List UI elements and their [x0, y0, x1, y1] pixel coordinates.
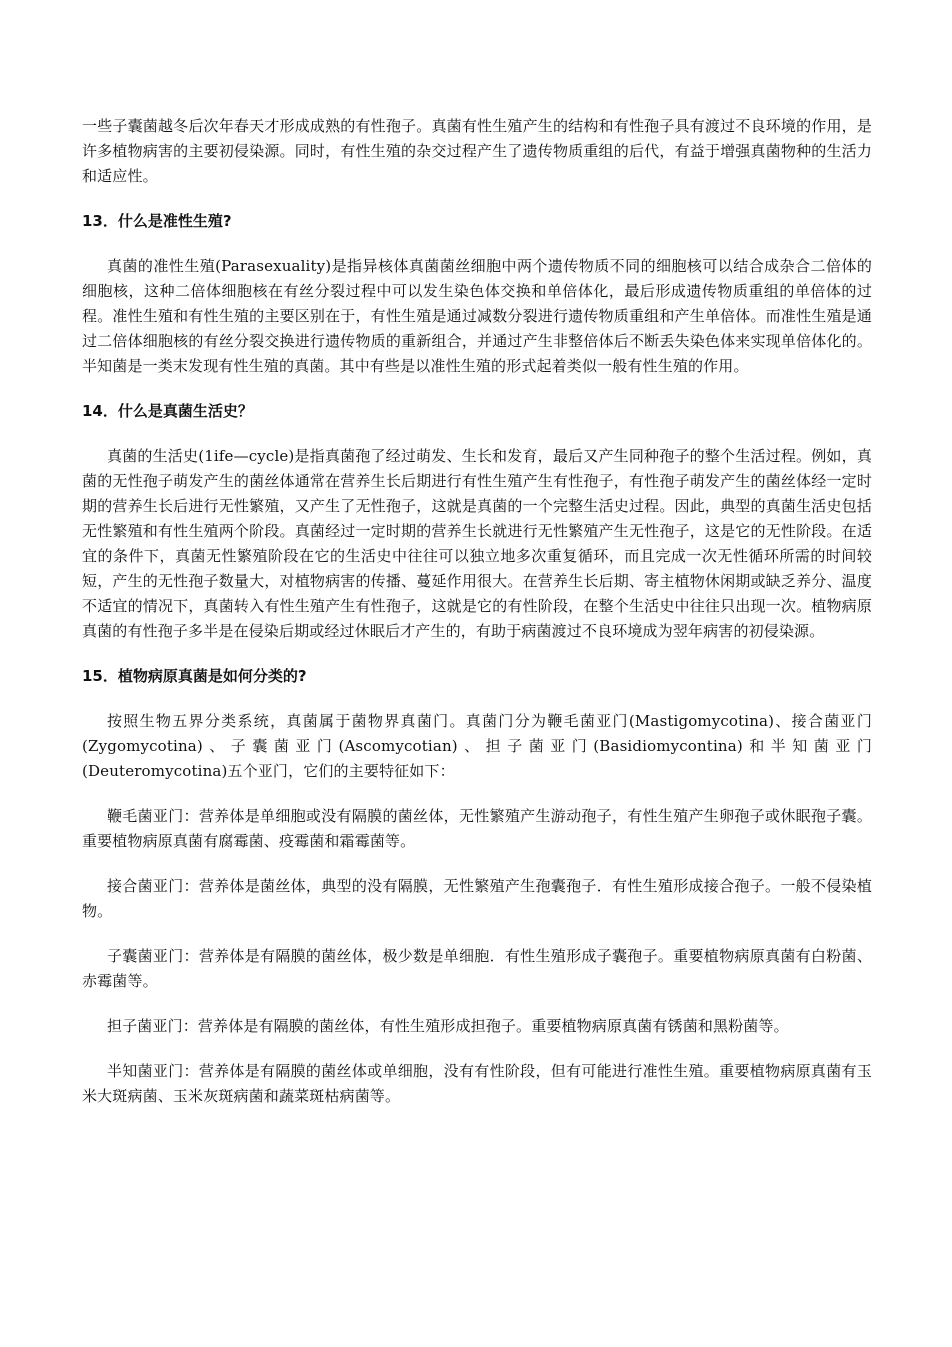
paragraph-zygomycotina: 接合菌亚门：营养体是菌丝体，典型的没有隔膜，无性繁殖产生孢囊孢子．有性生殖形成接合孢子。一般不侵染植物。 [82, 877, 872, 920]
paragraph-life-cycle: 真菌的生活史(1ife—cycle)是指真菌孢了经过萌发、生长和发育，最后又产生同种孢子的整个生活过程。例如，真菌的无性孢子萌发产生的菌丝体通常在营养生长后期进行有性生殖产生有性孢子，有性孢子萌发产生的菌丝体经一定时期的营养生长后进行无性繁殖，又产生了无性孢子，这就是真菌的一个完整生活史过程。因此，典型的真菌生活史包括无性繁殖和有性生殖两个阶段。真菌经过一定时期的营养生长就进行无性繁殖产生无性孢子，这是它的无性阶段。在适宜的条件下，真菌无性繁殖阶段在它的生活史中往往可以独立地多次重复循环，而且完成一次无性循环所需的时间较短，产生的无性孢子数量大，对植物病害的传播、蔓延作用很大。在营养生长后期、寄主植物休闲期或缺乏养分、温度不适宜的情况下，真菌转入有性生殖产生有性孢子，这就是它的有性阶段，在整个生活史中往往只出现一次。植物病原真菌的有性孢子多半是在侵染后期或经过休眠后才产生的，有助于病菌渡过不良环境成为翌年病害的初侵染源。 [82, 447, 872, 640]
paragraph-classification: 按照生物五界分类系统，真菌属于菌物界真菌门。真菌门分为鞭毛菌亚门(Mastigomycotina)、接合菌亚门(Zygomycotina)、子囊菌亚门(Ascomycotian)、担子菌亚门(Basidiomycontina)和半知菌亚门(Deuteromycotina)五个亚门，它们的主要特征如下： [82, 712, 872, 780]
paragraph-basidiomycotina: 担子菌亚门：营养体是有隔膜的菌丝体，有性生殖形成担孢子。重要植物病原真菌有锈菌和黑粉菌等。 [107, 1017, 789, 1035]
document-page [82, 114, 872, 1109]
paragraph-sexual-spores: 一些子囊菌越冬后次年春天才形成成熟的有性孢子。真菌有性生殖产生的结构和有性孢子具有渡过不良环境的作用，是许多植物病害的主要初侵染源。同时，有性生殖的杂交过程产生了遗传物质重组的后代，有益于增强真菌物种的生活力和适应性。 [82, 117, 872, 185]
heading-q13: 13．什么是准性生殖? [82, 212, 232, 230]
paragraph-ascomycotina: 子囊菌亚门：营养体是有隔膜的菌丝体，极少数是单细胞．有性生殖形成子囊孢子。重要植物病原真菌有白粉菌、赤霉菌等。 [82, 947, 872, 990]
paragraph-deuteromycotina: 半知菌亚门：营养体是有隔膜的菌丝体或单细胞，没有有性阶段，但有可能进行准性生殖。重要植物病原真菌有玉米大斑病菌、玉米灰斑病菌和蔬菜斑枯病菌等。 [82, 1062, 872, 1105]
paragraph-mastigomycotina: 鞭毛菌亚门：营养体是单细胞或没有隔膜的菌丝体，无性繁殖产生游动孢子，有性生殖产生卵孢子或休眠孢子囊。重要植物病原真菌有腐霉菌、疫霉菌和霜霉菌等。 [82, 807, 872, 850]
paragraph-parasexuality: 真菌的准性生殖(Parasexuality)是指异核体真菌菌丝细胞中两个遗传物质不同的细胞核可以结合成杂合二倍体的细胞核，这种二倍体细胞核在有丝分裂过程中可以发生染色体交换和单倍体化，最后形成遗传物质重组的单倍体的过程。准性生殖和有性生殖的主要区别在于，有性生殖是通过减数分裂进行遗传物质重组和产生单倍体。而准性生殖是通过二倍体细胞核的有丝分裂交换进行遗传物质的重新组合，并通过产生非整倍体后不断丢失染色体来实现单倍体化的。半知菌是一类末发现有性生殖的真菌。其中有些是以准性生殖的形式起着类似一般有性生殖的作用。 [82, 257, 872, 375]
heading-q14: 14．什么是真菌生活史？ [82, 402, 253, 420]
heading-q15: 15．植物病原真菌是如何分类的? [82, 667, 307, 685]
